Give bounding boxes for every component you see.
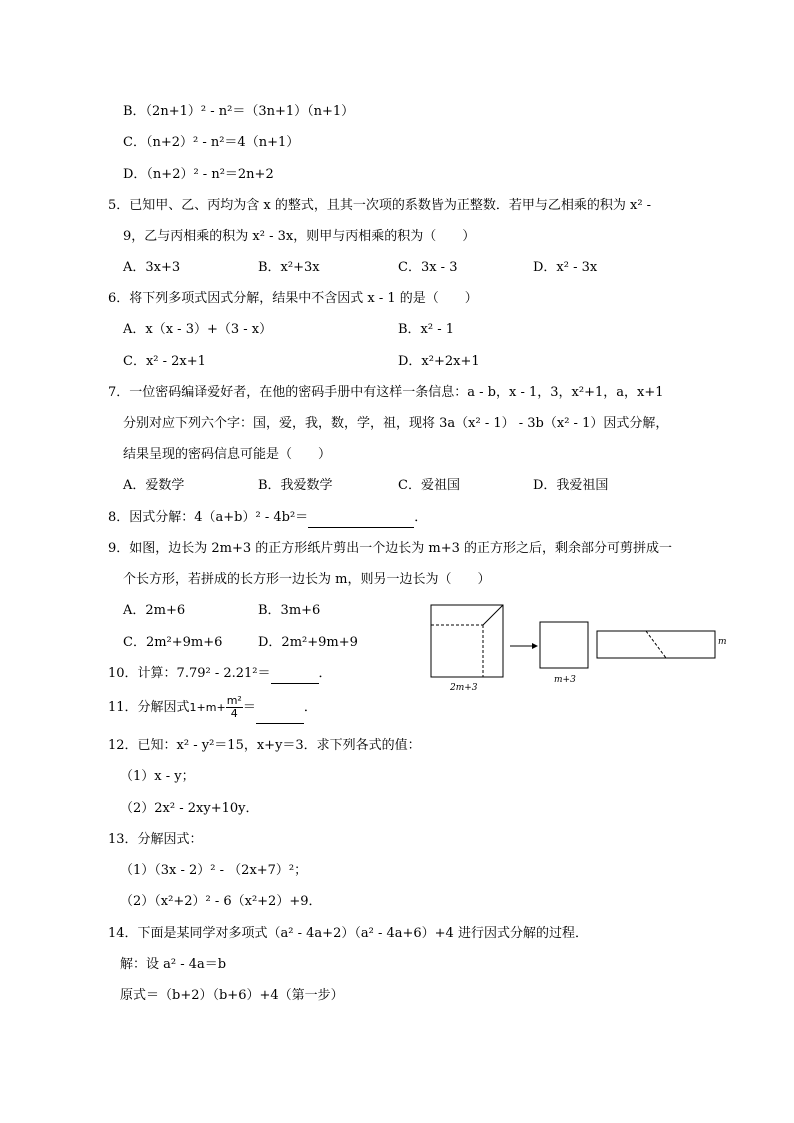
q11-expression: 1+m+ [189, 701, 226, 714]
q4-option-d: D．（n+2）² - n²＝2n+2 [123, 167, 274, 182]
q9-option-a: A．2m+6 [123, 603, 186, 618]
q5-stem-line2: 9，乙与丙相乘的积为 x² - 3x，则甲与丙相乘的积为（ ） [123, 229, 476, 244]
q8-answer-blank[interactable] [308, 509, 414, 528]
q14-solution-line2: 原式＝（b+2）（b+6）+4（第一步） [120, 988, 344, 1003]
q9-option-d: D．2m²+9m+9 [258, 635, 358, 650]
q6-option-b: B．x² - 1 [398, 322, 455, 337]
q7-option-b: B．我爱数学 [258, 478, 333, 493]
q7-option-a: A．爱数学 [123, 478, 185, 493]
q9-option-c: C．2m²+9m+6 [123, 635, 223, 650]
q11-fraction [226, 695, 243, 720]
q10-answer-blank[interactable] [271, 665, 319, 684]
q9-figure [428, 602, 728, 694]
q5-option-c: C．3x - 3 [398, 260, 458, 275]
q8-stem [108, 509, 427, 528]
q12-sub1: （1）x - y； [120, 769, 195, 784]
q5-option-b: B．x²+3x [258, 260, 320, 275]
arrow-head-icon [532, 643, 538, 649]
label-rectangle: m [718, 637, 727, 647]
q4-option-b: B．（2n+1）² - n²＝（3n+1）（n+1） [123, 104, 355, 119]
q10-stem [108, 665, 332, 684]
small-square [540, 622, 588, 668]
q12-stem: 12．已知：x² - y²＝15，x+y＝3．求下列各式的值： [108, 738, 421, 753]
q14-stem: 14．下面是某同学对多项式（a² - 4a+2）（a² - 4a+6）+4 进行因式分解的过程． [108, 926, 588, 941]
q13-sub1: （1）（3x - 2）² - （2x+7）²； [120, 863, 308, 878]
q11-answer-blank[interactable] [256, 693, 304, 724]
label-big-square: 2m+3 [450, 683, 478, 693]
q10-end: ． [318, 666, 332, 681]
q5-option-d: D．x² - 3x [533, 260, 598, 275]
cut-line-diagonal [483, 605, 503, 625]
q12-sub2: （2）2x² - 2xy+10y． [120, 801, 259, 816]
label-small-square: m+3 [554, 675, 576, 685]
rect-dashed-seam [646, 631, 666, 658]
q6-option-c: C．x² - 2x+1 [123, 354, 206, 369]
q13-stem: 13．分解因式： [108, 832, 203, 847]
q11-numerator: m² [226, 694, 242, 707]
q11-denominator: 4 [230, 707, 238, 720]
q7-stem-line3: 结果呈现的密码信息可能是（ ） [123, 447, 332, 462]
q7-option-d: D．我爱祖国 [533, 478, 609, 493]
q9-stem-line2: 个长方形，若拼成的长方形一边长为 m，则另一边长为（ ） [123, 572, 491, 587]
q9-option-b: B．3m+6 [258, 603, 321, 618]
q4-option-c: C．（n+2）² - n²＝4（n+1） [123, 135, 300, 150]
q5-option-a: A．3x+3 [123, 260, 181, 275]
q6-option-a: A．x（x - 3）+（3 - x） [123, 322, 273, 337]
q6-stem: 6．将下列多项式因式分解，结果中不含因式 x - 1 的是（ ） [108, 291, 478, 306]
q7-stem-line1: 7．一位密码编译爱好者，在他的密码手册中有这样一条信息：a - b，x - 1，3，x²+1，a，x+1 [108, 385, 664, 400]
q13-sub2: （2）（x²+2）² - 6（x²+2）+9． [120, 894, 322, 909]
q11-equals: ＝ [242, 700, 256, 715]
q11-stem [108, 693, 317, 723]
q8-end: ． [414, 510, 428, 525]
q9-stem-line1: 9．如图，边长为 2m+3 的正方形纸片剪出一个边长为 m+3 的正方形之后，剩余部分可剪拼成一 [108, 541, 673, 556]
q11-prefix: 11．分解因式 [108, 700, 190, 715]
q5-stem-line1: 5．已知甲、乙、丙均为含 x 的整式，且其一次项的系数皆为正整数．若甲与乙相乘的积为 x² - [108, 198, 652, 213]
q8-text: 8．因式分解：4（a+b）² - 4b²＝ [108, 510, 309, 525]
q10-text: 10．计算：7.79² - 2.21²＝ [108, 666, 271, 681]
q11-end: ． [303, 700, 317, 715]
q7-option-c: C．爱祖国 [398, 478, 460, 493]
q14-solution-line1: 解：设 a² - 4a＝b [120, 957, 227, 972]
q7-stem-line2: 分别对应下列六个字：国，爱，我，数，学，祖，现将 3a（x² - 1） - 3b（x² - 1）因式分解， [123, 416, 669, 431]
q6-option-d: D．x²+2x+1 [398, 354, 480, 369]
